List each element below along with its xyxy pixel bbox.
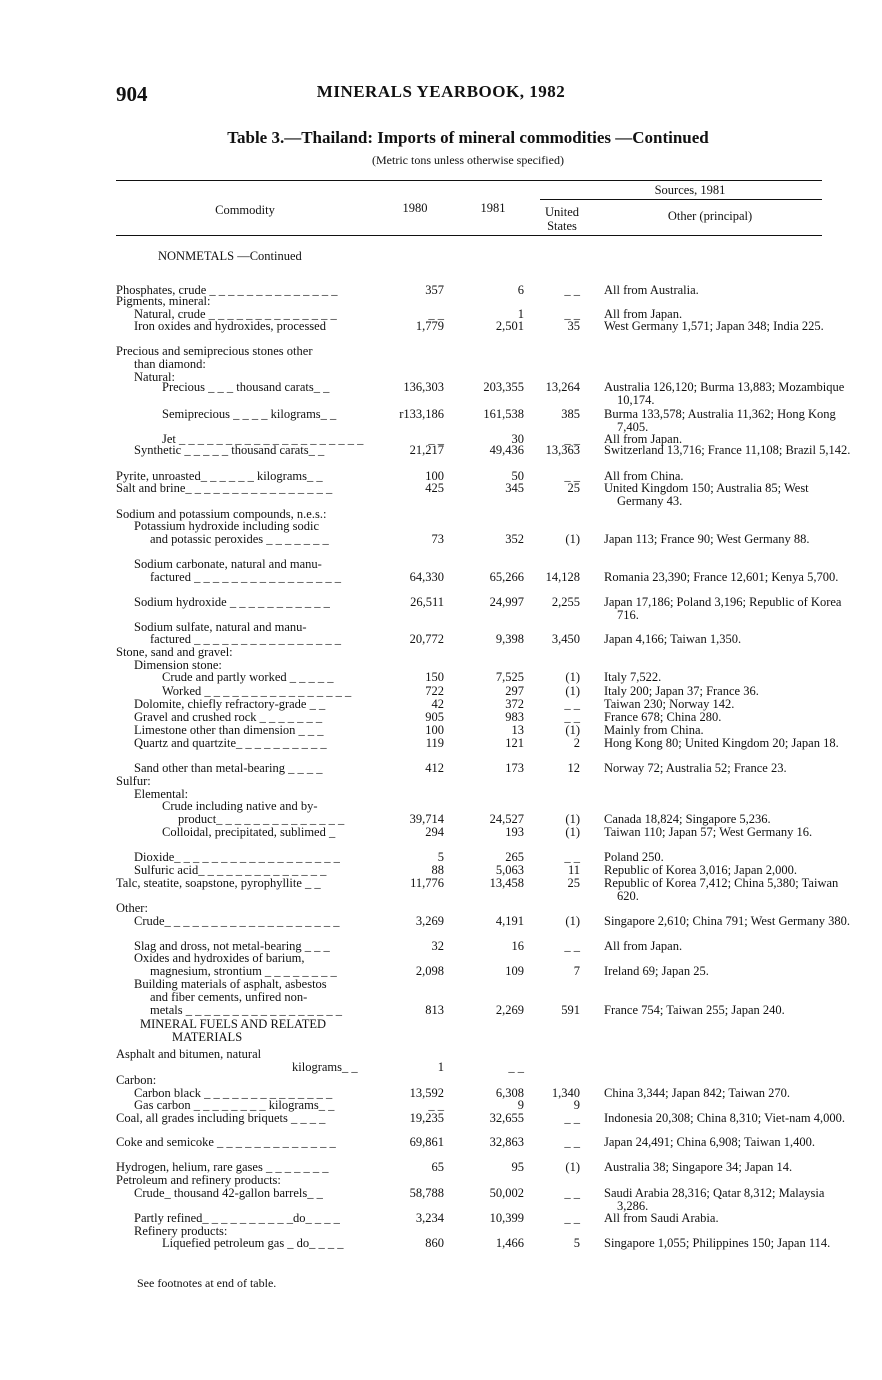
us-source-cell: _ _ [564, 307, 580, 321]
running-head: MINERALS YEARBOOK, 1982 [316, 82, 566, 101]
commodity-cell: Oxides and hydroxides of barium, [134, 951, 305, 965]
commodity-cell: Quartz and quartzite_ _ _ _ _ _ _ _ _ _ [134, 736, 327, 750]
year-1981-header: 1981 [480, 201, 506, 215]
other-sources-cell: Republic of Korea 7,412; China 5,380; Taiwan 620. [604, 876, 839, 903]
us-source-cell: (1) [565, 914, 580, 928]
us-source-cell: (1) [565, 670, 580, 684]
other-sources-cell: United Kingdom 150; Australia 85; West Germany 43. [604, 481, 809, 508]
value-1981-cell: 32,655 [489, 1111, 524, 1125]
commodity-cell: Petroleum and refinery products: [116, 1173, 281, 1187]
value-1981-cell: 24,527 [489, 812, 524, 826]
value-1981-cell: 5,063 [495, 863, 524, 877]
us-source-cell: 25 [567, 481, 580, 495]
value-1981-cell: 6,308 [495, 1086, 524, 1100]
other-sources-cell: Japan 17,186; Poland 3,196; Republic of Korea 716. [604, 595, 842, 622]
us-source-cell: (1) [565, 532, 580, 546]
value-1981-cell: 372 [505, 697, 524, 711]
commodity-cell: Pigments, mineral: [116, 294, 211, 308]
commodity-cell: Crude_ thousand 42-gallon barrels_ _ [134, 1186, 323, 1200]
commodity-cell: Crude including native and by- [162, 799, 318, 813]
commodity-cell: Natural, crude _ _ _ _ _ _ _ _ _ _ _ _ _ _ [134, 307, 337, 321]
commodity-cell: Talc, steatite, soapstone, pyrophyllite _ _ [116, 876, 321, 890]
value-1980-cell: 357 [425, 283, 444, 297]
value-1980-cell: 2,098 [415, 964, 444, 978]
value-1981-cell: 1,466 [495, 1236, 524, 1250]
value-1980-cell: 20,772 [409, 632, 444, 646]
us-source-cell: 13,264 [545, 380, 580, 394]
year-1980-header: 1980 [402, 201, 428, 215]
value-1981-cell: 9,398 [495, 632, 524, 646]
value-1980-cell: 11,776 [410, 876, 444, 890]
value-1980-cell: 294 [425, 825, 444, 839]
other-sources-cell: Norway 72; Australia 52; France 23. [604, 761, 787, 775]
value-1981-cell: 2,269 [495, 1003, 524, 1017]
table-footnote: See footnotes at end of table. [137, 1276, 277, 1290]
value-1980-cell: 42 [431, 697, 444, 711]
value-1980-cell: 860 [425, 1236, 444, 1250]
other-sources-cell: Australia 38; Singapore 34; Japan 14. [604, 1160, 793, 1174]
value-1981-cell: 2,501 [495, 319, 524, 333]
commodity-cell: Potassium hydroxide including sodic [134, 519, 320, 533]
commodity-cell: Carbon black _ _ _ _ _ _ _ _ _ _ _ _ _ _ [134, 1086, 333, 1100]
us-source-cell: _ _ [564, 432, 580, 446]
us-source-cell: 2 [573, 736, 580, 750]
commodity-cell: Sodium sulfate, natural and manu- [134, 620, 307, 634]
other-sources-cell: Japan 113; France 90; West Germany 88. [604, 532, 810, 546]
commodity-cell: and fiber cements, unfired non- [150, 990, 308, 1004]
other-sources-cell: Romania 23,390; France 12,601; Kenya 5,700. [604, 570, 839, 584]
value-1980-cell: 425 [425, 481, 444, 495]
us-source-cell: 9 [573, 1098, 580, 1112]
value-1980-cell: _ _ [428, 307, 444, 321]
us-source-cell: 7 [573, 964, 580, 978]
commodity-header: Commodity [215, 203, 275, 217]
commodity-cell: Pyrite, unroasted_ _ _ _ _ _ kilograms_ _ [116, 469, 323, 483]
other-sources-cell: Ireland 69; Japan 25. [604, 964, 709, 978]
commodity-cell: Dolomite, chiefly refractory-grade _ _ [134, 697, 326, 711]
us-source-cell: _ _ [564, 1111, 580, 1125]
us-source-cell: _ _ [564, 710, 580, 724]
us-source-cell: _ _ [564, 850, 580, 864]
other-sources-cell: Australia 126,120; Burma 13,883; Mozambique 10,174. [604, 380, 845, 407]
us-source-cell: _ _ [564, 939, 580, 953]
other-sources-cell: Burma 133,578; Australia 11,362; Hong Kong 7,405. [604, 407, 836, 434]
value-1981-cell: 95 [511, 1160, 524, 1174]
value-1980-cell: 19,235 [409, 1111, 444, 1125]
other-sources-cell: Italy 200; Japan 37; France 36. [604, 684, 759, 698]
value-1980-cell: 412 [425, 761, 444, 775]
commodity-cell: Semiprecious _ _ _ _ kilograms_ _ [162, 407, 337, 421]
value-1980-cell: 722 [425, 684, 444, 698]
other-sources-cell: Taiwan 230; Norway 142. [604, 697, 735, 711]
value-1980-cell: 1,779 [415, 319, 444, 333]
value-1981-cell: 345 [505, 481, 524, 495]
other-sources-cell: Italy 7,522. [604, 670, 662, 684]
value-1981-cell: 4,191 [495, 914, 524, 928]
commodity-cell: Slag and dross, not metal-bearing _ _ _ [134, 939, 330, 953]
value-1980-cell: 73 [431, 532, 444, 546]
value-1981-cell: 50,002 [489, 1186, 524, 1200]
value-1981-cell: 203,355 [483, 380, 524, 394]
other-sources-cell: Poland 250. [604, 850, 664, 864]
commodity-cell: Dimension stone: [134, 658, 222, 672]
commodity-cell: Partly refined_ _ _ _ _ _ _ _ _ _do_ _ _ _ [134, 1211, 340, 1225]
value-1981-cell: 121 [505, 736, 524, 750]
commodity-cell: Sodium carbonate, natural and manu- [134, 557, 322, 571]
us-source-cell: 35 [567, 319, 580, 333]
value-1980-cell: 3,234 [415, 1211, 444, 1225]
us-source-cell: _ _ [564, 283, 580, 297]
commodity-cell: Synthetic _ _ _ _ _ thousand carats_ _ [134, 443, 325, 457]
us-source-cell: 5 [573, 1236, 580, 1250]
other-sources-cell: West Germany 1,571; Japan 348; India 225. [604, 319, 824, 333]
value-1981-cell: 9 [517, 1098, 524, 1112]
commodity-cell: Precious and semiprecious stones other [116, 344, 313, 358]
value-1981-cell: _ _ [508, 1060, 524, 1074]
commodity-cell: Stone, sand and gravel: [116, 645, 233, 659]
other-sources-cell: Switzerland 13,716; France 11,108; Brazil 5,142. [604, 443, 851, 457]
table-title: Table 3.—Thailand: Imports of mineral commodities —Continued [227, 128, 709, 147]
value-1981-cell: 32,863 [489, 1135, 524, 1149]
other-sources-cell: Japan 4,166; Taiwan 1,350. [604, 632, 742, 646]
other-sources-cell: All from China. [604, 469, 684, 483]
us-source-cell: _ _ [564, 469, 580, 483]
commodity-cell: Salt and brine_ _ _ _ _ _ _ _ _ _ _ _ _ _ _ _ [116, 481, 333, 495]
value-1981-cell: 7,525 [495, 670, 524, 684]
value-1980-cell: 64,330 [409, 570, 444, 584]
commodity-cell: Refinery products: [134, 1224, 228, 1238]
us-source-cell: 1,340 [551, 1086, 580, 1100]
value-1981-cell: 297 [505, 684, 524, 698]
value-1981-cell: 16 [511, 939, 524, 953]
other-sources-cell: Singapore 1,055; Philippines 150; Japan 114. [604, 1236, 831, 1250]
value-1980-cell: 58,788 [409, 1186, 444, 1200]
value-1981-cell: 30 [511, 432, 524, 446]
commodity-cell: Sodium hydroxide _ _ _ _ _ _ _ _ _ _ _ [134, 595, 330, 609]
commodity-cell: metals _ _ _ _ _ _ _ _ _ _ _ _ _ _ _ _ _ [150, 1003, 343, 1017]
other-sources-cell: Canada 18,824; Singapore 5,236. [604, 812, 771, 826]
value-1981-cell: 49,436 [489, 443, 524, 457]
value-1981-cell: 193 [505, 825, 524, 839]
other-sources-cell: France 678; China 280. [604, 710, 722, 724]
us-source-cell: _ _ [564, 1186, 580, 1200]
sources-header: Sources, 1981 [654, 183, 726, 197]
us-source-cell: 385 [561, 407, 580, 421]
value-1981-cell: 109 [505, 964, 524, 978]
value-1981-cell: 265 [505, 850, 524, 864]
other-sources-cell: All from Japan. [604, 307, 683, 321]
other-sources-cell: Hong Kong 80; United Kingdom 20; Japan 18. [604, 736, 839, 750]
value-1981-cell: 65,266 [489, 570, 524, 584]
other-sources-cell: All from Japan. [604, 939, 683, 953]
commodity-cell: Elemental: [134, 787, 189, 801]
value-1980-cell: 65 [431, 1160, 444, 1174]
value-1981-cell: 6 [517, 283, 524, 297]
value-1980-cell: 100 [425, 469, 444, 483]
commodity-cell: Sand other than metal-bearing _ _ _ _ [134, 761, 323, 775]
other-principal-header: Other (principal) [667, 209, 753, 223]
commodity-cell: Worked _ _ _ _ _ _ _ _ _ _ _ _ _ _ _ _ [162, 684, 352, 698]
united-states-header: United States [544, 205, 580, 233]
us-source-cell: 3,450 [551, 632, 580, 646]
commodity-cell: kilograms_ _ [292, 1060, 358, 1074]
value-1981-cell: 1 [517, 307, 524, 321]
commodity-cell: Coke and semicoke _ _ _ _ _ _ _ _ _ _ _ _ _ [116, 1135, 336, 1149]
value-1980-cell: 26,511 [410, 595, 444, 609]
commodity-cell: Liquefied petroleum gas _ do_ _ _ _ [162, 1236, 344, 1250]
value-1980-cell: 119 [425, 736, 444, 750]
commodity-cell: Coal, all grades including briquets _ _ _ _ [116, 1111, 326, 1125]
other-sources-cell: Saudi Arabia 28,316; Qatar 8,312; Malaysia 3,286. [604, 1186, 825, 1213]
other-sources-cell: Singapore 2,610; China 791; West Germany 380. [604, 914, 850, 928]
us-source-cell: (1) [565, 825, 580, 839]
us-source-cell: (1) [565, 1160, 580, 1174]
us-source-cell: 13,363 [545, 443, 580, 457]
commodity-cell: MINERAL FUELS AND RELATED [140, 1017, 326, 1031]
other-sources-cell: All from Saudi Arabia. [604, 1211, 719, 1225]
value-1981-cell: 24,997 [489, 595, 524, 609]
value-1980-cell: 5 [437, 850, 444, 864]
value-1981-cell: 13,458 [489, 876, 524, 890]
value-1980-cell: 150 [425, 670, 444, 684]
us-source-cell: (1) [565, 684, 580, 698]
value-1980-cell: 100 [425, 723, 444, 737]
commodity-cell: Gas carbon _ _ _ _ _ _ _ _ kilograms_ _ [134, 1098, 335, 1112]
commodity-cell: magnesium, strontium _ _ _ _ _ _ _ _ [150, 964, 337, 978]
us-source-cell: 12 [567, 761, 580, 775]
value-1980-cell: r133,186 [399, 407, 444, 421]
commodity-cell: Precious _ _ _ thousand carats_ _ [162, 380, 330, 394]
commodity-cell: Dioxide_ _ _ _ _ _ _ _ _ _ _ _ _ _ _ _ _ _ [134, 850, 340, 864]
value-1980-cell: 1 [437, 1060, 444, 1074]
commodity-cell: Other: [116, 901, 148, 915]
commodity-cell: than diamond: [134, 357, 206, 371]
value-1980-cell: 39,714 [409, 812, 444, 826]
commodity-cell: Phosphates, crude _ _ _ _ _ _ _ _ _ _ _ _ _ _ [116, 283, 338, 297]
commodity-cell: Crude_ _ _ _ _ _ _ _ _ _ _ _ _ _ _ _ _ _ _ [134, 914, 340, 928]
commodity-cell: Carbon: [116, 1073, 157, 1087]
commodity-cell: Hydrogen, helium, rare gases _ _ _ _ _ _ _ [116, 1160, 329, 1174]
value-1980-cell: _ _ [428, 432, 444, 446]
us-source-cell: 11 [567, 863, 580, 877]
value-1981-cell: 173 [505, 761, 524, 775]
us-source-cell: 2,255 [551, 595, 580, 609]
other-sources-cell: China 3,344; Japan 842; Taiwan 270. [604, 1086, 791, 1100]
table-subtitle: (Metric tons unless otherwise specified) [372, 153, 564, 167]
us-source-cell: (1) [565, 812, 580, 826]
commodity-cell: Iron oxides and hydroxides, processed [134, 319, 326, 333]
commodity-cell: Sulfur: [116, 774, 151, 788]
other-sources-cell: Republic of Korea 3,016; Japan 2,000. [604, 863, 798, 877]
value-1980-cell: 13,592 [409, 1086, 444, 1100]
commodity-cell: Building materials of asphalt, asbestos [134, 977, 327, 991]
commodity-cell: Gravel and crushed rock _ _ _ _ _ _ _ [134, 710, 323, 724]
value-1980-cell: 136,303 [403, 380, 444, 394]
value-1980-cell: 813 [425, 1003, 444, 1017]
value-1981-cell: 161,538 [483, 407, 524, 421]
value-1981-cell: 13 [511, 723, 524, 737]
page-number: 904 [116, 82, 148, 106]
other-sources-cell: All from Japan. [604, 432, 683, 446]
commodity-cell: Natural: [134, 370, 175, 384]
commodity-cell: Sodium and potassium compounds, n.e.s.: [116, 507, 327, 521]
commodity-cell: factured _ _ _ _ _ _ _ _ _ _ _ _ _ _ _ _ [150, 632, 341, 646]
value-1980-cell: 69,861 [409, 1135, 444, 1149]
commodity-cell: Jet _ _ _ _ _ _ _ _ _ _ _ _ _ _ _ _ _ _ _ _ [162, 432, 364, 446]
us-source-cell: 14,128 [545, 570, 580, 584]
value-1980-cell: 905 [425, 710, 444, 724]
commodity-cell: Sulfuric acid_ _ _ _ _ _ _ _ _ _ _ _ _ _ [134, 863, 327, 877]
commodity-cell: Limestone other than dimension _ _ _ [134, 723, 324, 737]
other-sources-cell: All from Australia. [604, 283, 699, 297]
value-1981-cell: 352 [505, 532, 524, 546]
commodity-cell: NONMETALS —Continued [158, 249, 302, 263]
commodity-cell: and potassic peroxides _ _ _ _ _ _ _ [150, 532, 329, 546]
other-sources-cell: Japan 24,491; China 6,908; Taiwan 1,400. [604, 1135, 816, 1149]
value-1980-cell: 3,269 [415, 914, 444, 928]
commodity-cell: Asphalt and bitumen, natural [116, 1047, 262, 1061]
value-1980-cell: 32 [431, 939, 444, 953]
commodity-cell: product_ _ _ _ _ _ _ _ _ _ _ _ _ _ [178, 812, 345, 826]
value-1980-cell: 21,217 [409, 443, 444, 457]
commodity-cell: MATERIALS [172, 1030, 243, 1044]
us-source-cell: 591 [561, 1003, 580, 1017]
us-source-cell: _ _ [564, 1135, 580, 1149]
other-sources-cell: Mainly from China. [604, 723, 704, 737]
value-1981-cell: 10,399 [489, 1211, 524, 1225]
us-source-cell: 25 [567, 876, 580, 890]
value-1980-cell: _ _ [428, 1098, 444, 1112]
commodity-cell: Crude and partly worked _ _ _ _ _ [162, 670, 334, 684]
other-sources-cell: France 754; Taiwan 255; Japan 240. [604, 1003, 785, 1017]
value-1981-cell: 50 [511, 469, 524, 483]
us-source-cell: _ _ [564, 1211, 580, 1225]
us-source-cell: (1) [565, 723, 580, 737]
value-1980-cell: 88 [431, 863, 444, 877]
commodity-cell: factured _ _ _ _ _ _ _ _ _ _ _ _ _ _ _ _ [150, 570, 341, 584]
commodity-cell: Colloidal, precipitated, sublimed _ [162, 825, 336, 839]
other-sources-cell: Indonesia 20,308; China 8,310; Viet-nam 4,000. [604, 1111, 846, 1125]
us-source-cell: _ _ [564, 697, 580, 711]
value-1981-cell: 983 [505, 710, 524, 724]
other-sources-cell: Taiwan 110; Japan 57; West Germany 16. [604, 825, 813, 839]
